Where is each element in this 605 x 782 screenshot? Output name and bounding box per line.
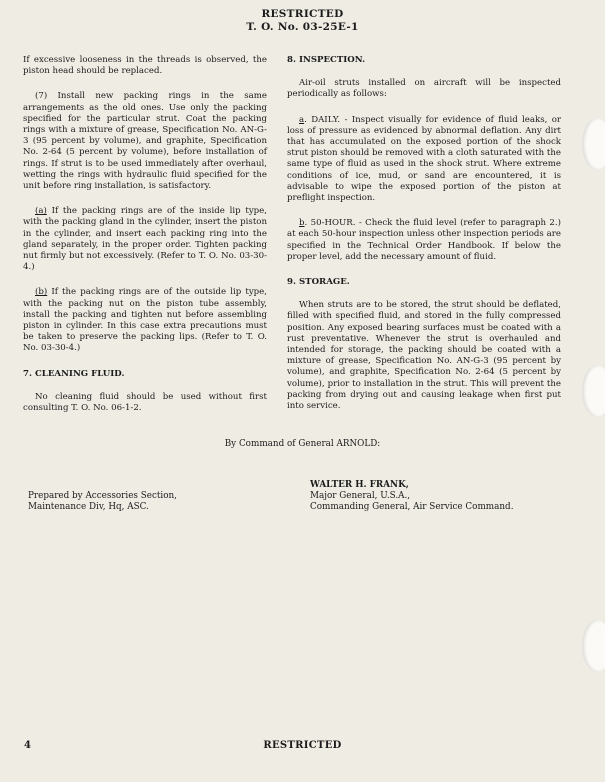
header-doc-number: T. O. No. 03-25E-1 (246, 21, 359, 33)
signer-name: WALTER H. FRANK, (310, 480, 409, 490)
command-line: By Command of General ARNOLD: (224, 439, 381, 449)
paragraph-8b (287, 218, 561, 263)
paragraph-7b (23, 287, 267, 354)
heading-cleaning-fluid: 7. CLEANING FLUID. (23, 368, 125, 379)
heading-storage: 9. STORAGE. (287, 277, 350, 288)
paragraph-8a-text: . DAILY. - Inspect visually for evidence of fluid leaks, or loss of pressure as evidenced by abnormal deflation. Any dirt that has accumulated on the exposed portion of the shock strut piston should be removed with a cloth saturated with the same type of fluid as used in the shock strut. Where extreme conditions of ice, mud, or sand are encountered, it is advisable to wipe the exposed portion of the piston at preflight inspection. (287, 114, 561, 204)
label-b: b (299, 218, 305, 229)
label-a: (a) (35, 206, 47, 217)
header-classification: RESTRICTED (261, 8, 344, 20)
label-b: (b) (35, 287, 48, 298)
paragraph-9: When struts are to be stored, the strut should be deflated, filled with specified fluid, and stored in the fully compressed position. Any exposed bearing surfaces must be coated with a rust preventative. Whenever the strut is overhauled and intended for storage, the packing should be coated with a mixture of grease, Specification No. AN-G-3 (95 percent by volume), and graphite, Specification No. 2-64 (5 percent by volume), prior to installation in the strut. This will prevent the packing from drying out and causing leakage when first put into service. (287, 300, 561, 412)
heading-inspection: 8. INSPECTION. (287, 55, 366, 65)
paragraph-8: Air-oil struts installed on aircraft will be inspected periodically as follows: (287, 78, 561, 100)
binder-hole-top (582, 118, 605, 170)
paragraph-intro: If excessive looseness in the threads is observed, the piston head should be replaced. (23, 55, 267, 77)
label-a: a (299, 114, 305, 125)
page-header (0, 8, 605, 34)
paragraph-7b-text: If the packing rings are of the outside lip type, with the packing nut on the piston tube assembly, install the packing and tighten nut before assembling piston in cylinder. In this case extra precautions must be taken to preserve the packing lips. (Refer to T. O. No. 03-30-4.) (23, 287, 267, 354)
prepared-line-1: Prepared by Accessories Section, (28, 491, 177, 501)
binder-hole-middle (582, 365, 605, 417)
footer-classification: RESTRICTED (263, 740, 342, 751)
signer-rank: Major General, U.S.A., (310, 491, 411, 501)
prepared-by (28, 491, 177, 513)
paragraph-cleaning: No cleaning fluid should be used without first consulting T. O. No. 06-1-2. (23, 391, 267, 414)
paragraph-7a (23, 206, 267, 273)
left-column (23, 55, 267, 428)
page-number: 4 (24, 740, 31, 751)
paragraph-7a-text: If the packing rings are of the inside lip type, with the packing gland in the cylinder, insert the piston in the cylinder, and insert each packing ring into the gland separately, in the proper order. Tighten packing nut firmly but not excessively. (Refer to T. O. No. 03-30-4.) (23, 206, 267, 273)
paragraph-7: (7) Install new packing rings in the same arrangements as the old ones. Use only the packing specified for the particular strut. Coat the packing rings with a mixture of grease, Specification No. AN-G-3 (95 percent by volume), and graphite, Specification No. 2-64 (5 percent by volume), before installation of rings. If strut is to be used immediately after overhaul, wetting the rings with hydraulic fluid specified for the unit before ring installation, is satisfactory. (23, 91, 267, 192)
prepared-line-2: Maintenance Div, Hq, ASC. (28, 502, 149, 512)
binder-hole-bottom (582, 620, 605, 672)
right-column (287, 55, 561, 426)
paragraph-8b-text: . 50-HOUR. - Check the fluid level (refer to paragraph 2.) at each 50-hour inspection unless other inspection periods are specified in the Technical Order Handbook. If below the proper level, add the necessary amount of fluid. (287, 218, 561, 262)
paragraph-8a (287, 115, 561, 205)
signer-title: Commanding General, Air Service Command. (310, 502, 514, 512)
signature-block (310, 480, 513, 513)
